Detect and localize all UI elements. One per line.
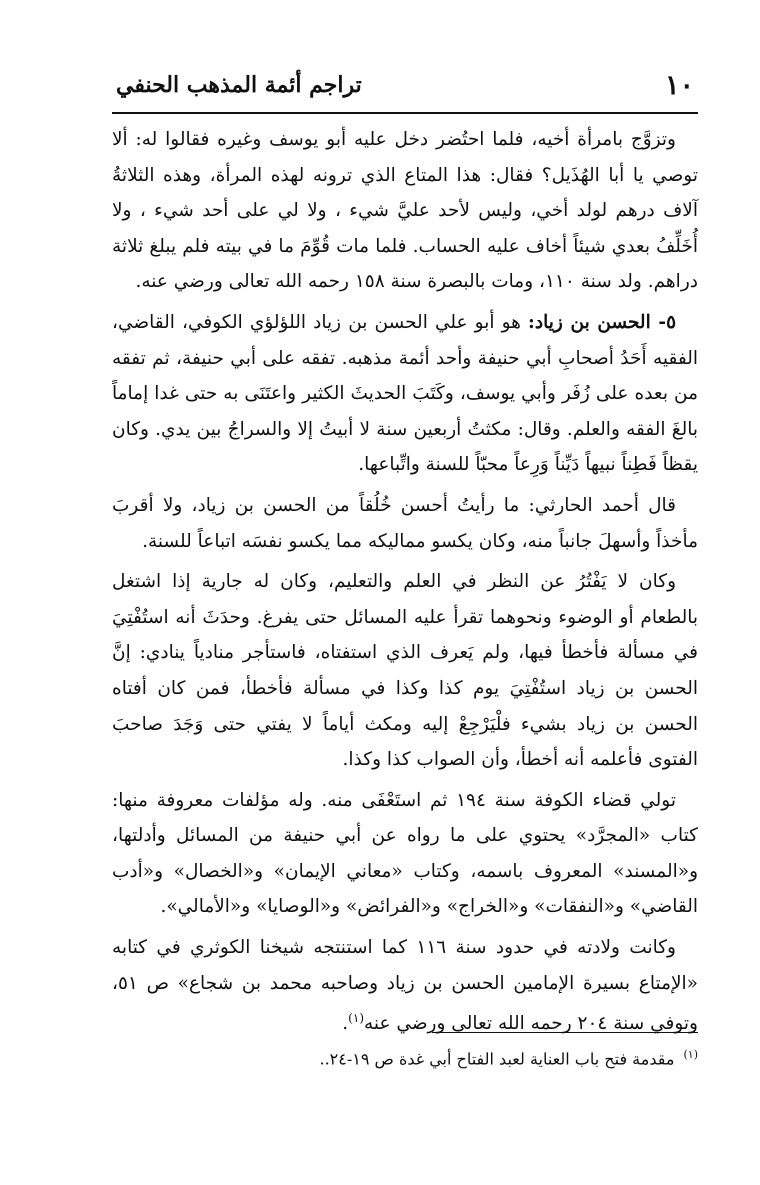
paragraph-3: قال أحمد الحارثي: ما رأيتُ أحسن خُلُقاً من الحسن بن زياد، ولا أقربَ مأخذاً وأسهلَ جانباً منه، وكان يكسو مماليكه مما يكسو نفسَه اتباعاً للسنة. (112, 494, 698, 552)
paragraph-6 (112, 930, 698, 1042)
footnote-rule (432, 1032, 698, 1033)
paragraph-5: تولي قضاء الكوفة سنة ١٩٤ ثم استَعْفَى منه. وله مؤلفات معروفة منها: كتاب «المجرَّد» يحتوي على ما رواه عن أبي حنيفة من المسائل وأدلتها، و«المسند» المعروف باسمه، وكتاب «معاني الإيمان» و«الخصال» و«أدب القاضي» و«النفقات» و«الخراج» و«الفرائض» و«الوصايا» و«الأمالي». (112, 789, 698, 918)
paragraph-2-text: هو أبو علي الحسن بن زياد اللؤلؤي الكوفي، القاضي، الفقيه أَحَدُ أصحابِ أبي حنيفة وأحد أئمة مذهبه. تفقه على أبي حنيفة، ثم تفقه من بعده على زُفَر وأبي يوسف، وكَتَبَ الحديثَ الكثير واعتَنَى به حتى غدا إماماً بالغَ الفقه والعلم. وقال: مكثتُ أربعين سنة لا أبيتُ إلا والسراجُ بين يدي. وكان يقظاً فَطِناً نبيهاً دَيِّناً وَرِعاً محبّاً للسنة واتِّباعها. (112, 311, 698, 476)
paragraph-6-text: وكانت ولادته في حدود سنة ١١٦ كما استنتجه شيخنا الكوثري في كتابه «الإمتاع بسيرة الإمامين الحسن بن زياد وصاحبه محمد بن شجاع» ص ٥١، وتوفي سنة ٢٠٤ رحمه الله تعالى ورضي عنه (112, 937, 698, 1035)
paragraph-6-end: . (342, 1013, 349, 1035)
body-text (112, 122, 698, 1047)
page-header (112, 66, 698, 106)
footnote-marker: (١) (683, 1048, 698, 1061)
page-number: ١٠ (664, 70, 694, 101)
entry-heading: ٥- الحسن بن زياد: (528, 311, 676, 333)
footnote-text: مقدمة فتح باب العناية لعبد الفتاح أبي غدة ص ١٩-٢٤.. (319, 1049, 675, 1069)
footnote (112, 1043, 698, 1071)
running-title: تراجم أئمة المذهب الحنفي (116, 72, 362, 98)
header-rule (112, 112, 698, 114)
paragraph-4: وكان لا يَفْتُرُ عن النظر في العلم والتعليم، وكان له جارية إذا اشتغل بالطعام أو الوضوء ونحوهما تقرأ عليه المسائل حتى يفرغ. وحدَثَ أنه استُفْتِيَ في مسألة فأخطأ فيها، ولم يَعرف الذي استفتاه، فاستأجر منادياً ينادي: إنَّ الحسن بن زياد استُفْتِيَ يوم كذا وكذا في مسألة فأخطأ، فمن كان أفتاه الحسن بن زياد بشيء فلْيَرْجِعْ إليه ومكث أياماً لا يفتي حتى وَجَدَ صاحبَ الفتوى فأعلمه أنه أخطأ، وأن الصواب كذا وكذا. (112, 571, 698, 771)
paragraph-1: وتزوَّج بامرأة أخيه، فلما احتُضر دخل عليه أبو يوسف وغيره فقالوا له: ألا توصي يا أبا الهُذَيل؟ فقال: هذا المتاع الذي ترونه لهذه المرأة، وهذه الثلاثةُ آلاف درهم لولد أخي، وليس لأحد عليَّ شيء ، ولا لي على أحد شيء ، ولا أُخَلِّفُ بعدي شيئاً أخاف عليه الحساب. فلما مات قُوِّمَ ما في بيته فلم يبلغ ثلاثة دراهم. ولد سنة ١١٠، ومات بالبصرة سنة ١٥٨ رحمه الله تعالى ورضي عنه. (112, 129, 698, 293)
footnote-reference: (١) (348, 1011, 364, 1026)
paragraph-2 (112, 305, 698, 483)
